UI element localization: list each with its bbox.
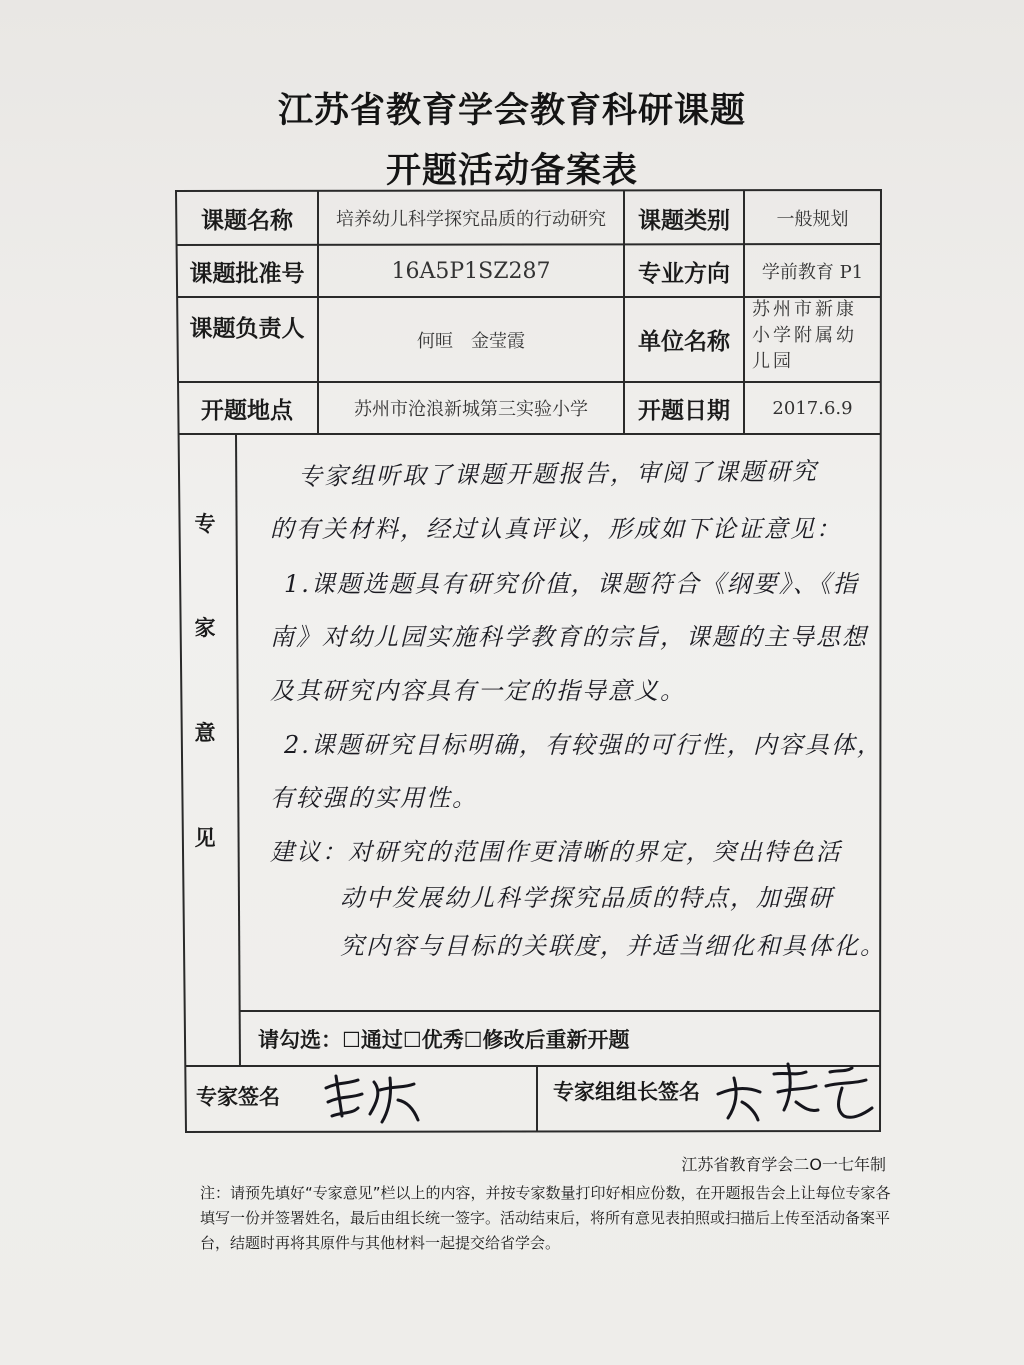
form-subtitle: 开题活动备案表: [385, 151, 638, 191]
handwritten-line: 南》对幼儿园实施科学教育的宗旨，课题的主导思想: [270, 623, 868, 651]
option-pass: 通过: [360, 1028, 403, 1052]
unit-value-line: 儿园: [752, 351, 794, 372]
major-value: 学前教育 P1: [761, 262, 864, 283]
topic-name-value: 培养幼儿科学探究品质的行动研究: [336, 209, 606, 230]
opinion-side-char: 意: [194, 721, 216, 745]
date-value: 2017.6.9: [772, 397, 853, 419]
checkbox-icon[interactable]: ☐: [342, 1028, 361, 1052]
check-prompt: 请勾选：: [258, 1028, 342, 1052]
expert-signature-icon: [318, 1068, 428, 1128]
opinion-side-char: 专: [194, 512, 216, 536]
unit-value: [744, 297, 881, 382]
approval-no-label: 课题批准号: [189, 260, 305, 287]
unit-value-line: 苏州市新康: [752, 299, 857, 320]
footer-organization: 江苏省教育学会二O一七年制: [681, 1155, 886, 1174]
handwritten-line: 1.课题选题具有研究价值，课题符合《纲要》、《指: [284, 570, 859, 598]
option-excellent: 优秀: [421, 1028, 464, 1052]
footer-note: 注：请预先填好“专家意见”栏以上的内容，并按专家数量打印好相应份数，在开题报告会上让每位专家各填写一份并签署姓名，最后由组长统一签字。活动结束后，将所有意见表拍照或扫描后上传至活动备案平台，结题时再将其原件与其他材料一起提交给省学会。: [200, 1184, 891, 1252]
major-label: 专业方向: [638, 260, 730, 287]
date-label: 开题日期: [638, 397, 730, 424]
form-title: 江苏省教育学会教育科研课题: [277, 91, 746, 131]
handwritten-line: 究内容与目标的关联度，并适当细化和具体化。: [340, 932, 886, 960]
leader-signature-icon: [712, 1058, 878, 1128]
leader-label: 课题负责人: [189, 315, 305, 342]
leader-value: 何晅 金莹霞: [417, 330, 525, 352]
leader-signature-label: 专家组组长签名: [553, 1080, 700, 1104]
location-label: 开题地点: [201, 397, 293, 424]
topic-name-label: 课题名称: [201, 207, 293, 234]
handwritten-line: 及其研究内容具有一定的指导意义。: [270, 677, 686, 705]
approval-no-value: 16A5P1SZ287: [391, 258, 551, 284]
handwritten-line: 的有关材料，经过认真评议，形成如下论证意见：: [270, 515, 842, 543]
expert-signature-label: 专家签名: [196, 1085, 280, 1109]
topic-category-value: 一般规划: [776, 209, 849, 230]
location-value: 苏州市沧浪新城第三实验小学: [354, 399, 588, 420]
handwritten-line: 有较强的实用性。: [270, 784, 478, 812]
checkbox-icon[interactable]: ☐: [402, 1028, 422, 1052]
opinion-side-char: 家: [194, 616, 216, 640]
unit-value-line: 小学附属幼: [752, 325, 857, 346]
checkbox-icon[interactable]: ☐: [463, 1028, 483, 1052]
opinion-side-char: 见: [194, 826, 216, 850]
handwritten-line: 建议：对研究的范围作更清晰的界定，突出特色活: [270, 838, 842, 866]
unit-label: 单位名称: [638, 329, 730, 355]
handwritten-line: 2.课题研究目标明确，有较强的可行性，内容具体，: [284, 731, 883, 759]
review-result-options: [258, 1024, 629, 1054]
topic-category-label: 课题类别: [638, 207, 730, 234]
handwritten-line: 动中发展幼儿科学探究品质的特点，加强研: [340, 884, 834, 912]
handwritten-line: 专家组听取了课题开题报告，审阅了课题研究: [297, 457, 819, 491]
option-revise: 修改后重新开题: [482, 1028, 630, 1052]
